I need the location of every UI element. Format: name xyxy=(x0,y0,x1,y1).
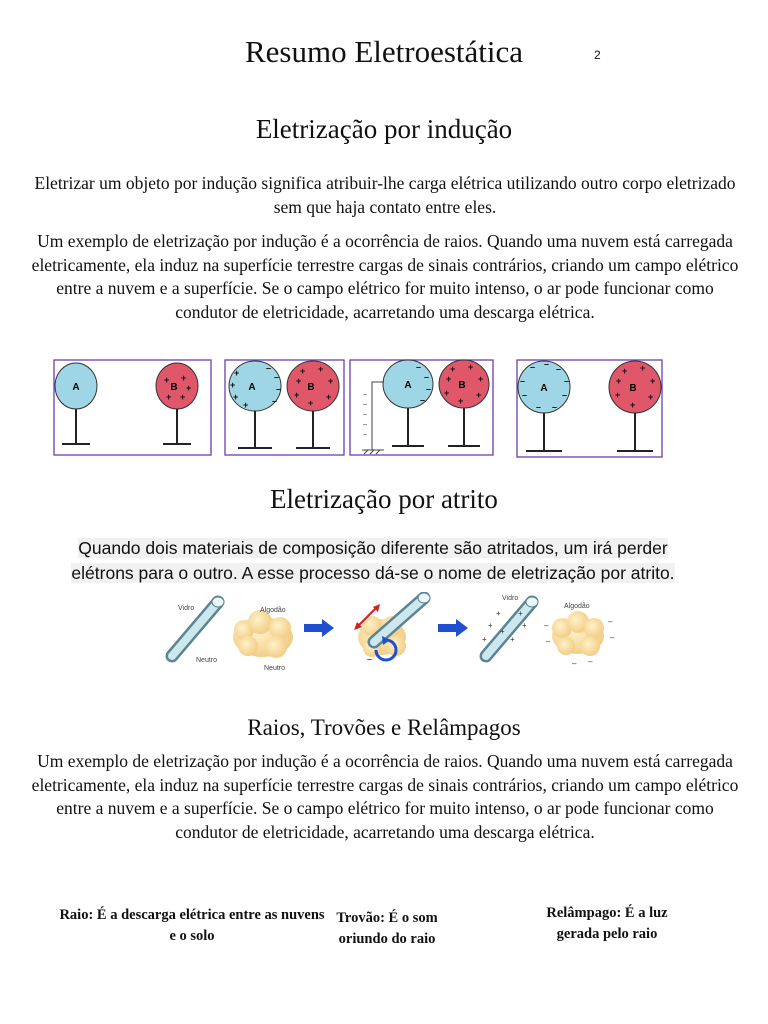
svg-text:–: – xyxy=(546,637,551,646)
svg-text:+: + xyxy=(510,635,515,644)
svg-text:Algodão: Algodão xyxy=(564,603,590,610)
cotton-charged xyxy=(544,603,615,668)
svg-text:+: + xyxy=(294,390,300,400)
svg-text:–: – xyxy=(363,401,367,408)
label-cotton: Algodão xyxy=(260,607,286,614)
svg-text:+: + xyxy=(616,376,622,386)
svg-text:–: – xyxy=(556,364,562,374)
def-relampago: Relâmpago: É a luz gerada pelo raio xyxy=(546,905,668,942)
svg-text:+: + xyxy=(230,380,236,390)
svg-text:+: + xyxy=(450,364,456,374)
svg-text:–: – xyxy=(544,359,550,369)
glass-rod-charged xyxy=(482,595,538,656)
svg-text:A: A xyxy=(540,383,548,394)
svg-text:+: + xyxy=(186,383,192,393)
svg-text:+: + xyxy=(164,375,170,385)
svg-text:+: + xyxy=(308,398,314,408)
svg-text:+: + xyxy=(318,364,324,374)
inducao-panel-neutral xyxy=(54,360,211,455)
inducao-panel-grounded xyxy=(350,360,493,455)
inducao-panel-induced xyxy=(225,360,344,455)
svg-text:+: + xyxy=(650,376,656,386)
svg-text:+: + xyxy=(496,609,501,618)
svg-text:A: A xyxy=(404,380,412,391)
svg-text:–: – xyxy=(420,395,426,405)
svg-text:+: + xyxy=(478,374,484,384)
inducao-panel-charged xyxy=(517,359,662,457)
svg-text:–: – xyxy=(363,421,367,428)
svg-text:B: B xyxy=(458,380,466,391)
atrito-text xyxy=(48,536,698,586)
svg-text:–: – xyxy=(564,376,570,386)
def-trovao: Trovão: É o som oriundo do raio xyxy=(336,910,438,947)
svg-text:–: – xyxy=(520,376,526,386)
svg-text:+: + xyxy=(300,366,306,376)
svg-text:–: – xyxy=(562,390,568,400)
svg-text:–: – xyxy=(530,362,536,372)
svg-text:+: + xyxy=(468,362,474,372)
cotton-neutral xyxy=(233,607,293,672)
svg-text:+: + xyxy=(648,392,654,402)
svg-text:Vidro: Vidro xyxy=(502,595,519,602)
svg-text:–: – xyxy=(363,391,367,398)
svg-text:B: B xyxy=(629,383,637,394)
svg-text:–: – xyxy=(552,402,558,412)
svg-text:+: + xyxy=(326,392,332,402)
inducao-definition: Eletrizar um objeto por indução significa atribuir-lhe carga elétrica utilizando outro corpo eletrizado sem que haja contato entre eles. xyxy=(34,173,736,217)
svg-text:+: + xyxy=(446,374,452,384)
rubbing-illustration xyxy=(354,593,430,664)
svg-text:+: + xyxy=(444,388,450,398)
svg-text:+: + xyxy=(476,390,482,400)
sphere-b-label: B xyxy=(170,382,178,393)
svg-text:–: – xyxy=(522,390,528,400)
svg-text:+: + xyxy=(615,390,621,400)
svg-text:+: + xyxy=(243,400,249,410)
arrow-right-icon xyxy=(304,619,334,637)
label-neutral-glass: Neutro xyxy=(196,657,218,664)
svg-text:+: + xyxy=(482,635,487,644)
inducao-diagrams xyxy=(50,356,670,460)
label-neutral-cotton: Neutro xyxy=(264,665,286,672)
svg-text:–: – xyxy=(572,659,577,668)
svg-text:+: + xyxy=(181,373,187,383)
glass-rod-neutral xyxy=(172,597,224,664)
atrito-diagram xyxy=(160,592,620,674)
svg-text:–: – xyxy=(544,621,549,630)
svg-text:+: + xyxy=(296,376,302,386)
inducao-example: Um exemplo de eletrização por indução é a ocorrência de raios. Quando uma nuvem está carregada eletricamente, ela induz na superfície terrestre cargas de sinais contrários, criando um campo elétrico entre a nuvem e a superfície. Se o campo elétrico for muito intenso, o ar pode funcionar como condutor de eletricidade, acarretando uma descarga elétrica. xyxy=(31,231,739,322)
svg-text:+: + xyxy=(458,396,464,406)
atrito-heading: Eletrização por atrito xyxy=(270,484,498,514)
svg-text:+: + xyxy=(522,621,527,630)
svg-text:+: + xyxy=(233,392,239,402)
svg-text:+: + xyxy=(622,366,628,376)
svg-text:–: – xyxy=(266,363,272,373)
svg-text:–: – xyxy=(363,411,367,418)
atrito-text-line1: Quando dois materiais de composição diferente são atritados, um irá perder xyxy=(78,538,668,558)
svg-text:+: + xyxy=(180,392,186,402)
svg-text:B: B xyxy=(307,382,315,393)
svg-text:–: – xyxy=(424,372,430,382)
svg-text:–: – xyxy=(426,384,432,394)
svg-text:+: + xyxy=(640,363,646,373)
svg-text:–: – xyxy=(272,396,278,406)
svg-text:–: – xyxy=(588,657,593,666)
svg-text:–: – xyxy=(363,431,367,438)
svg-text:+: + xyxy=(500,627,505,636)
svg-text:–: – xyxy=(276,384,282,394)
svg-text:–: – xyxy=(274,372,280,382)
label-glass: Vidro xyxy=(178,605,195,612)
svg-text:–: – xyxy=(608,617,613,626)
arrow-right-icon xyxy=(438,619,468,637)
svg-text:+: + xyxy=(518,609,523,618)
svg-text:+: + xyxy=(488,621,493,630)
inducao-heading: Eletrização por indução xyxy=(255,114,513,144)
atrito-text-line2: elétrons para o outro. A esse processo dá-se o nome de eletrização por atrito. xyxy=(71,563,675,583)
page-title: Resumo Eletroestática xyxy=(244,34,524,69)
svg-text:–: – xyxy=(536,402,542,412)
svg-text:–: – xyxy=(416,362,422,372)
svg-text:+: + xyxy=(166,392,172,402)
sphere-a-label: A xyxy=(72,382,80,393)
svg-text:–: – xyxy=(367,654,373,664)
svg-text:A: A xyxy=(248,382,256,393)
svg-text:–: – xyxy=(610,633,615,642)
svg-text:+: + xyxy=(234,368,240,378)
page-number: 2 xyxy=(594,48,601,62)
svg-text:+: + xyxy=(630,400,636,410)
raios-heading: Raios, Trovões e Relâmpagos xyxy=(247,715,521,740)
svg-text:+: + xyxy=(328,376,334,386)
def-raio: Raio: É a descarga elétrica entre as nuvens e o solo xyxy=(59,907,325,944)
raios-text: Um exemplo de eletrização por indução é a ocorrência de raios. Quando uma nuvem está carregada eletricamente, ela induz na superfície terrestre cargas de sinais contrários, criando um campo elétrico entre a nuvem e a superfície. Se o campo elétrico for muito intenso, o ar pode funcionar como condutor de eletricidade, acarretando uma descarga elétrica. xyxy=(31,751,739,842)
